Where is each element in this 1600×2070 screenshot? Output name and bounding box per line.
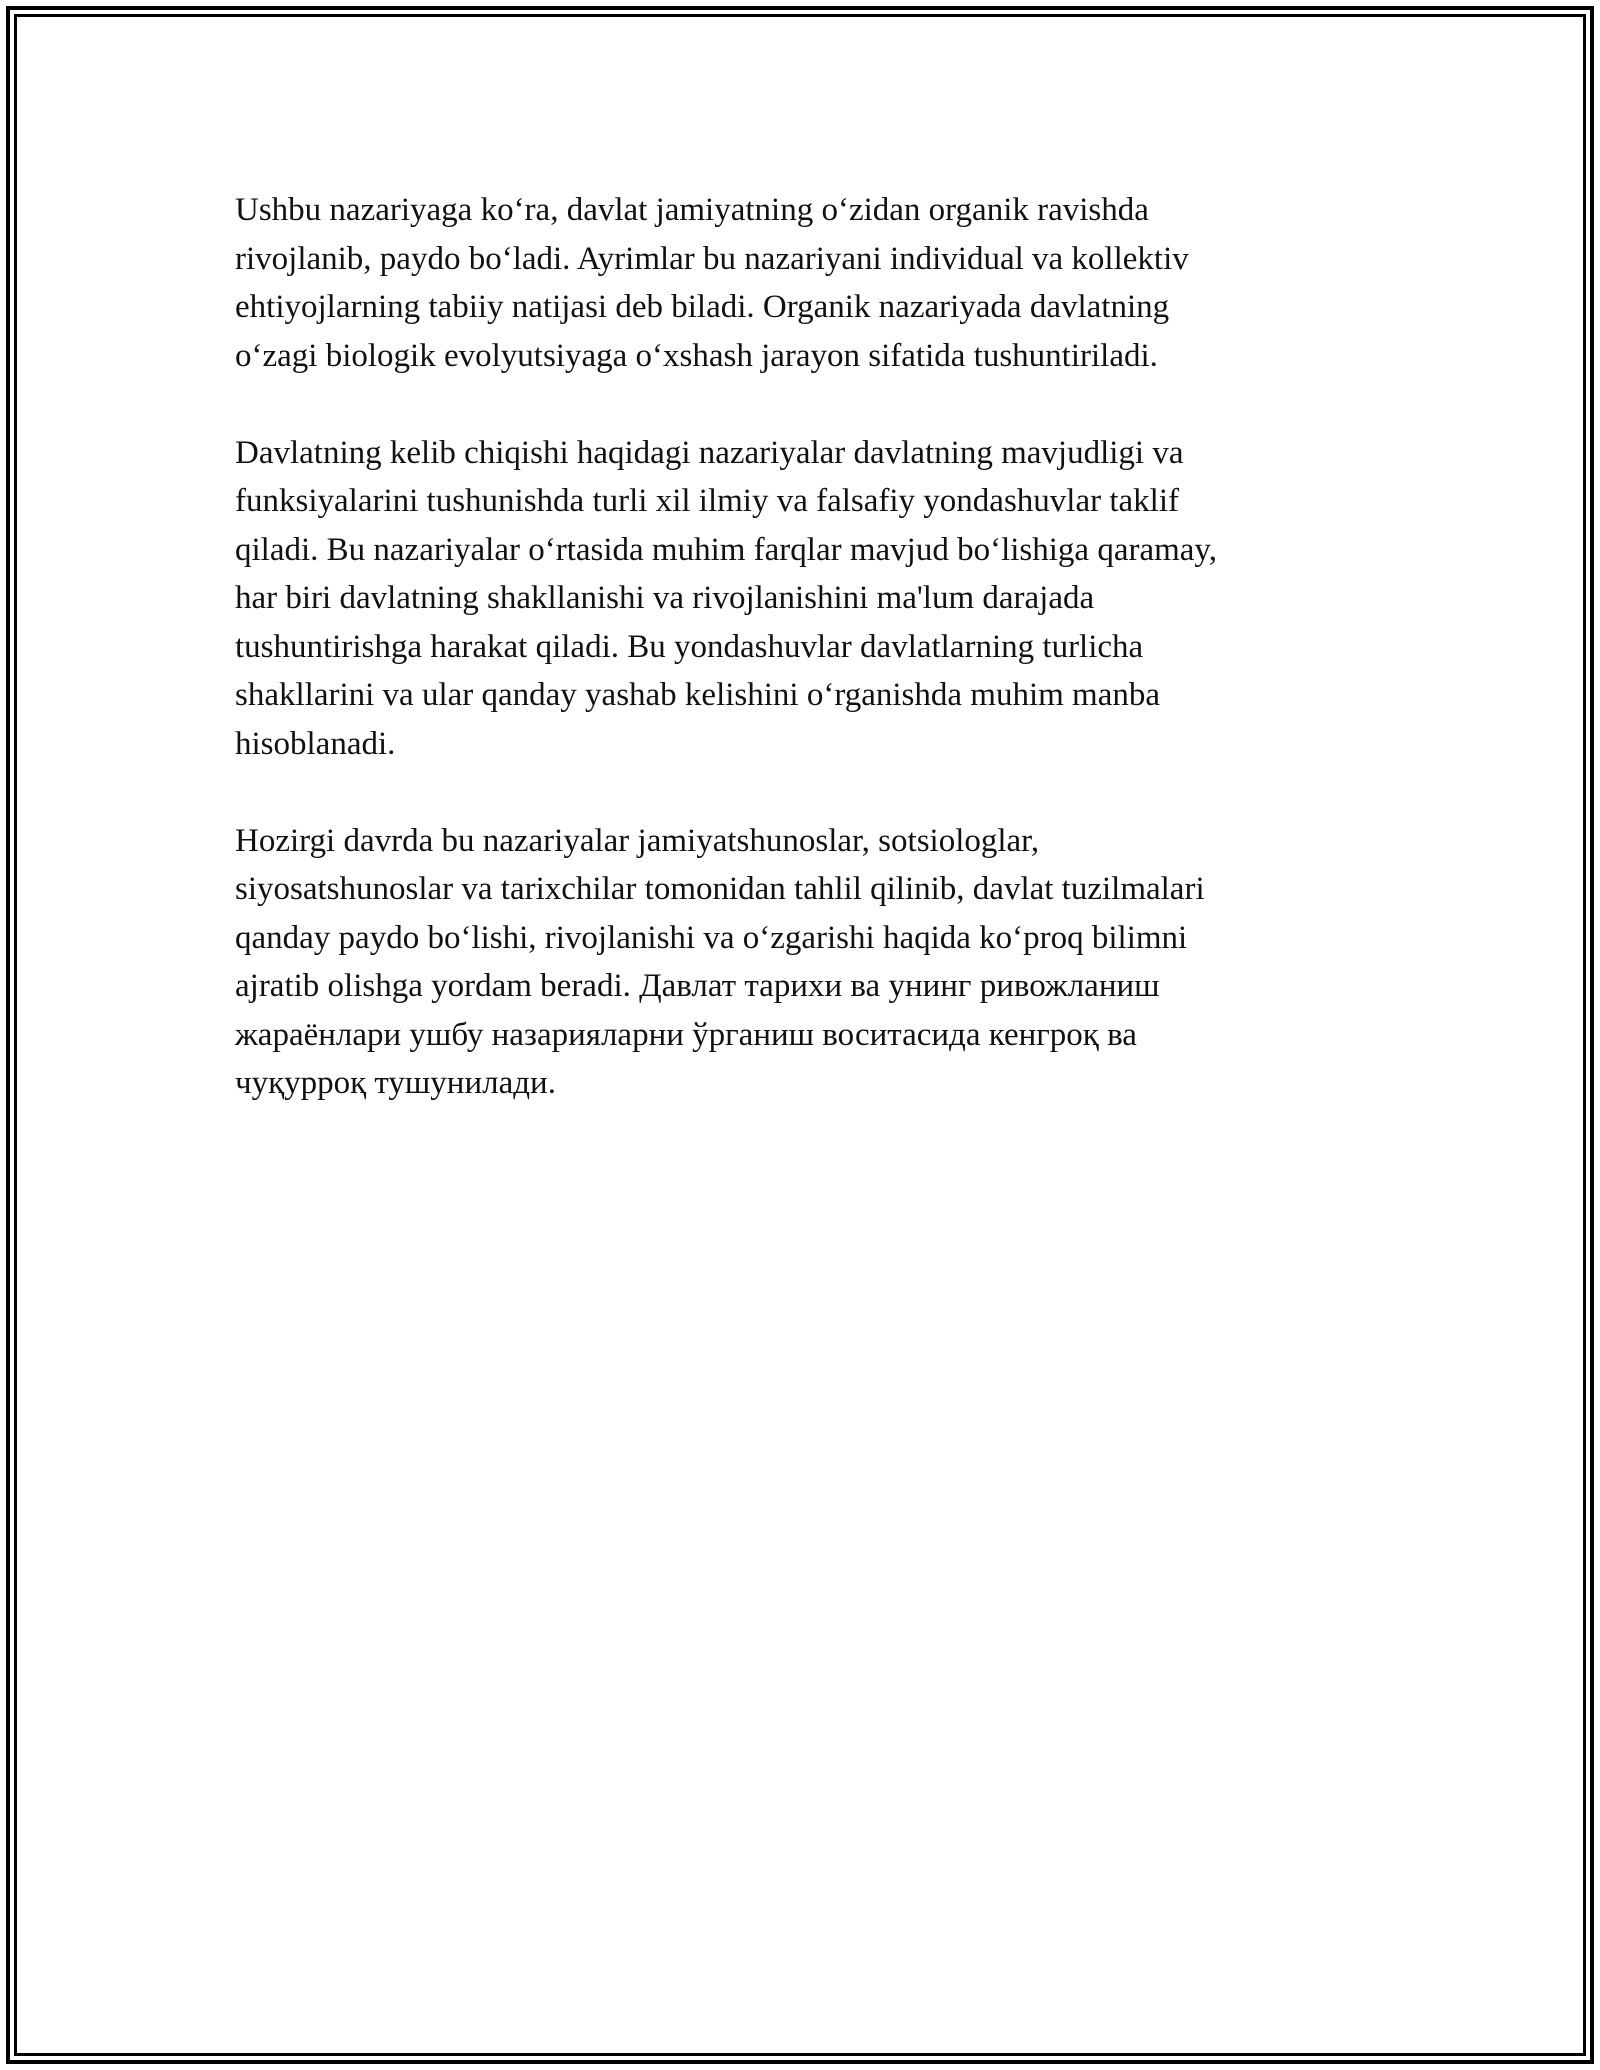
paragraph-3: Hozirgi davrda bu nazariyalar jamiyatshunoslar, sotsiologlar, siyosatshunoslar va tarixchilar tomonidan tahlil qilinib, davlat tuzilmalari qanday paydo boʻlishi, rivojlanishi va oʻzgarishi haqida koʻproq bilimni ajratib olishga yordam beradi. Давлат тарихи ва унинг ривожланиш жараёнлари ушбу назарияларни ўрганиш воситасида кенгроқ ва чуқурроқ тушунилади. [235,822,1205,1101]
paragraph-2: Davlatning kelib chiqishi haqidagi nazariyalar davlatning mavjudligi va funksiyalarini tushunishda turli xil ilmiy va falsafiy yondashuvlar taklif qiladi. Bu nazariyalar oʻrtasida muhim farqlar mavjud boʻlishiga qaramay, har biri davlatning shakllanishi va rivojlanishini ma'lum darajada tushuntirishga harakat qiladi. Bu yondashuvlar davlatlarning turlicha shakllarini va ular qanday yashab kelishini oʻrganishda muhim manba hisoblanadi. [235,434,1218,762]
document-body [235,186,1365,1156]
paragraph-1: Ushbu nazariyaga koʻra, davlat jamiyatning oʻzidan organik ravishda rivojlanib, paydo boʻladi. Ayrimlar bu nazariyani individual va kollektiv ehtiyojlarning tabiiy natijasi deb biladi. Organik nazariyada davlatning oʻzagi biologik evolyutsiyaga oʻxshash jarayon sifatida tushuntiriladi. [235,192,1189,374]
